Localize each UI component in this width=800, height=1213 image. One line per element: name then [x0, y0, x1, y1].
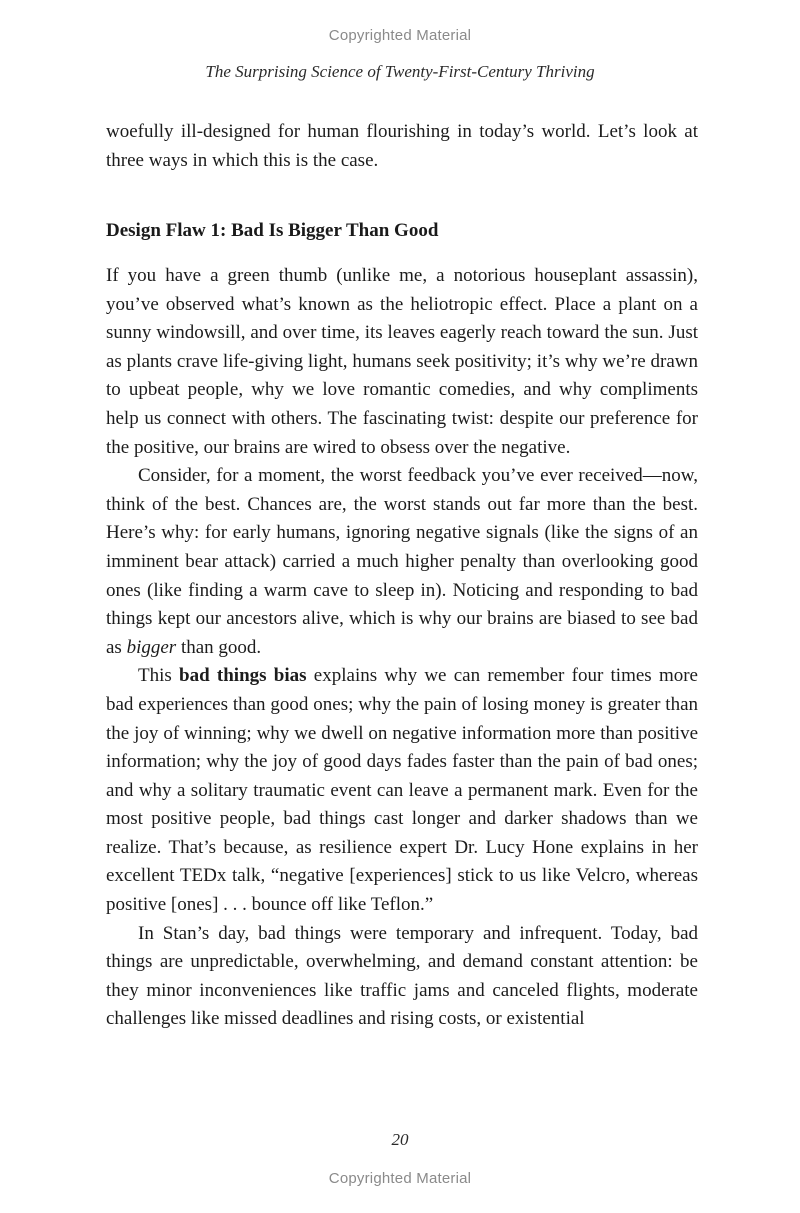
lead-paragraph-block: [106, 118, 698, 175]
paragraph-1: If you have a green thumb (unlike me, a notorious houseplant assassin), you’ve observed what’s known as the heliotropic effect. Place a plant on a sunny windowsill, and over time, its leaves eagerly reach toward the sun. Just as plants crave life-giving light, humans seek positivity; it’s why we’re drawn to upbeat people, why we love romantic comedies, and why compliments help us connect with others. The fascinating twist: despite our preference for the positive, our brains are wired to obsess over the negative.: [106, 265, 698, 458]
main-text-block: [106, 262, 698, 1034]
paragraph-3-text-after: explains why we can remember four times more bad experiences than good ones; why the pain of losing money is greater than the joy of winning; why we dwell on negative information more than positive information; why the joy of good days fades faster than the pain of bad ones; and why a solitary traumatic event can leave a permanent mark. Even for the most positive people, bad things cast longer and darker shadows than we realize. That’s because, as resilience expert Dr. Lucy Hone explains in her excellent TEDx talk, “negative [experiences] stick to us like Velcro, whereas positive [ones] . . . bounce off like Teflon.”: [106, 665, 698, 916]
paragraph-3: [106, 662, 698, 919]
paragraph-4: In Stan’s day, bad things were temporary and infrequent. Today, bad things are unpredictable, overwhelming, and demand constant attention: be they minor inconveniences like traffic jams and canceled flights, moderate challenges like missed deadlines and rising costs, or existential: [106, 922, 698, 1030]
running-head: The Surprising Science of Twenty-First-Century Thriving: [205, 62, 595, 81]
paragraph-2: [106, 462, 698, 662]
page-number: 20: [391, 1130, 409, 1149]
copyright-notice-top: Copyrighted Material: [328, 27, 472, 44]
paragraph-2-text-before: Consider, for a moment, the worst feedback you’ve ever received—now, think of the best. Chances are, the worst stands out far more than the best. Here’s why: for early humans, ignoring negative signals (like the signs of an imminent bear attack) carried a much higher penalty than overlooking good ones (like finding a warm cave to sleep in). Noticing and responding to bad things kept our ancestors alive, which is why our brains are biased to see bad as: [106, 465, 698, 658]
paragraph-3-text-before: This: [138, 665, 180, 687]
bold-term-bad-things-bias: bad things bias: [179, 665, 307, 687]
paragraph-2-text-after: than good.: [176, 636, 262, 658]
section-heading: Design Flaw 1: Bad Is Bigger Than Good: [106, 220, 439, 241]
emphasis-bigger: bigger: [126, 636, 177, 658]
copyright-notice-bottom: Copyrighted Material: [328, 1170, 472, 1187]
lead-paragraph: woefully ill-designed for human flourishing in today’s world. Let’s look at three ways in which this is the case.: [106, 121, 698, 171]
